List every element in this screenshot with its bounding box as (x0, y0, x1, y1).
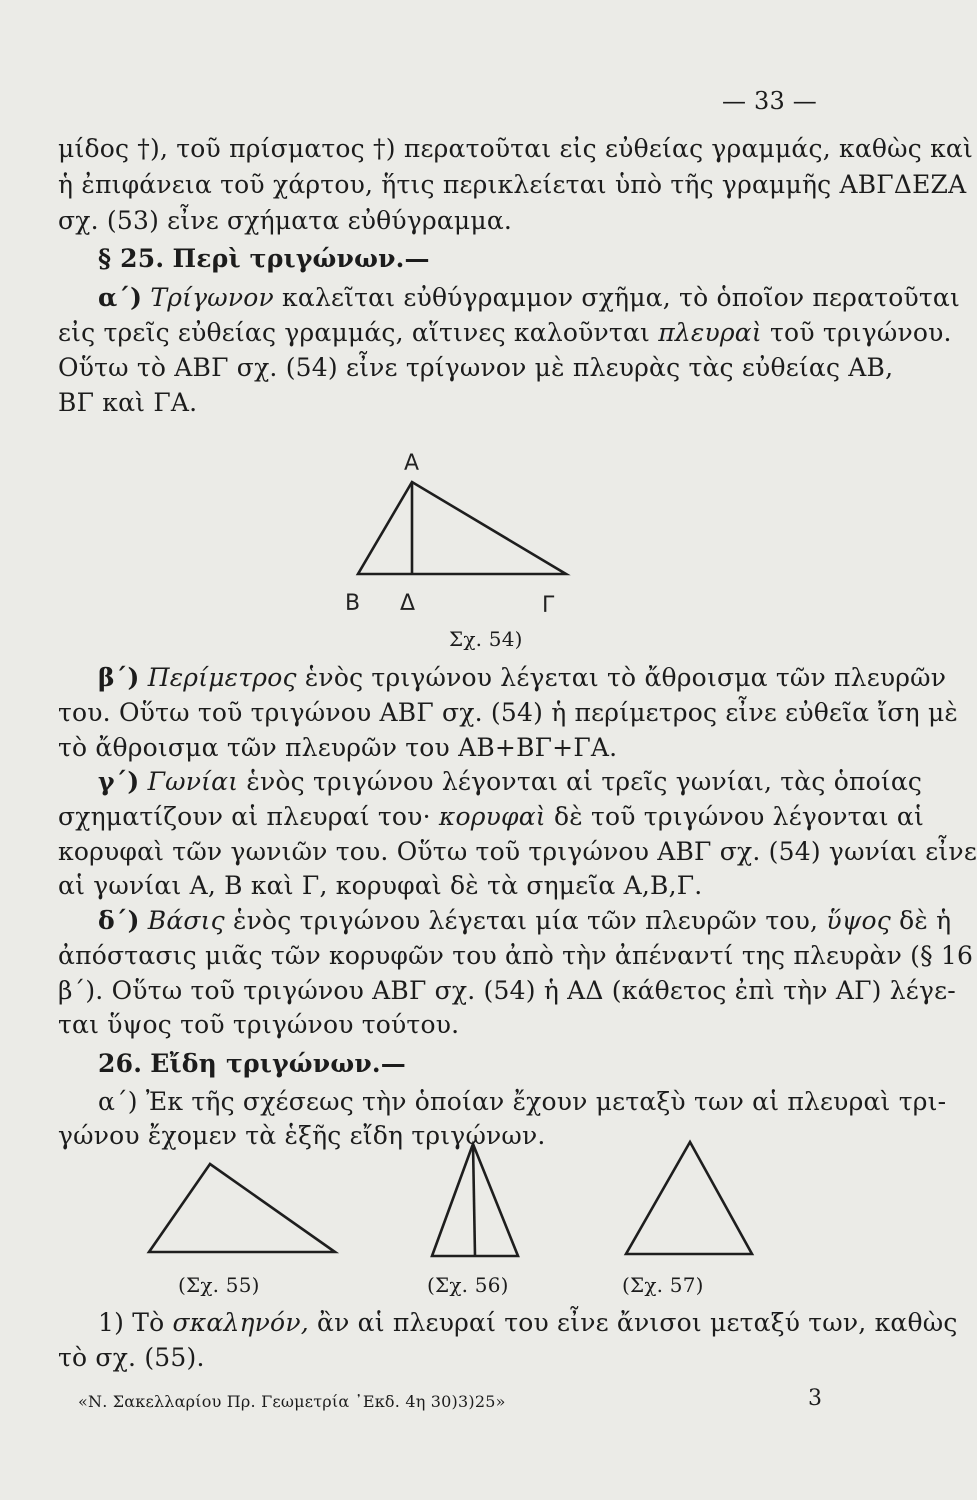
text-line: κορυφαὶ τῶν γωνιῶν του. Οὕτω τοῦ τριγώνου ΑΒΓ σχ. (54) γωνίαι εἶνε (58, 837, 977, 866)
footer-imprint: «Ν. Σακελλαρίου Πρ. Γεωμετρία ᾽Εκδ. 4η 30)3)25» (78, 1392, 506, 1411)
item-marker: δ΄) (98, 906, 140, 935)
section-number: 26. (98, 1049, 143, 1078)
vertex-label-b: Β (345, 591, 361, 616)
defined-term: πλευραὶ (658, 318, 762, 347)
text-line: ται ὕψος τοῦ τριγώνου τούτου. (58, 1010, 460, 1039)
text-line (98, 1308, 958, 1338)
triangle-abg (358, 482, 566, 574)
triangle-fig-57 (626, 1142, 752, 1254)
text-fragment: καλεῖται εὐθύγραμμον σχῆμα, τὸ ὁποῖον περατοῦται (282, 283, 960, 312)
text-line: του. Οὕτω τοῦ τριγώνου ΑΒΓ σχ. (54) ἡ περίμετρος εἶνε εὐθεῖα ἴση μὲ (58, 698, 959, 727)
text-fragment: ἑνὸς τριγώνου λέγεται μία τῶν πλευρῶν του, (233, 906, 819, 935)
text-line: γώνου ἔχομεν τὰ ἑξῆς εἴδη τριγώνων. (58, 1121, 546, 1150)
text-line: Οὕτω τὸ ΑΒΓ σχ. (54) εἶνε τρίγωνον μὲ πλευρὰς τὰς εὐθείας ΑΒ, (58, 353, 894, 382)
text-line: σχ. (53) εἶνε σχήματα εὐθύγραμμα. (58, 206, 513, 235)
text-fragment: δὲ τοῦ τριγώνου λέγονται αἱ (553, 802, 924, 831)
text-fragment: εἰς τρεῖς εὐθείας γραμμάς, αἵτινες καλοῦνται (58, 318, 651, 347)
figure-54 (358, 482, 566, 574)
text-fragment: ἑνὸς τριγώνου λέγονται αἱ τρεῖς γωνίαι, τὰς ὁποίας (246, 767, 923, 796)
text-line: αἱ γωνίαι Α, Β καὶ Γ, κορυφαὶ δὲ τὰ σημεῖα Α,Β,Γ. (58, 871, 703, 900)
text-line: ἡ ἐπιφάνεια τοῦ χάρτου, ἥτις περικλείεται ὑπὸ τῆς γραμμῆς ΑΒΓΔΕΖΑ (58, 170, 967, 199)
triangle-fig-55 (149, 1164, 335, 1252)
text-line: ἀπόστασις μιᾶς τῶν κορυφῶν του ἀπὸ τὴν ἀπέναντί της πλευρὰν (§ 16 (58, 941, 974, 970)
text-line: α΄) Ἐκ τῆς σχέσεως τὴν ὁποίαν ἔχουν μεταξὺ των αἱ πλευραὶ τρι- (98, 1087, 947, 1116)
vertex-label-g: Γ (542, 593, 555, 618)
text-line (98, 767, 922, 797)
item-marker: γ΄) (98, 767, 140, 796)
text-line (98, 663, 946, 693)
section-title: Περὶ τριγώνων.— (172, 244, 430, 273)
figure-caption: (Σχ. 55) (178, 1273, 260, 1297)
text-line: ΒΓ καὶ ΓΑ. (58, 388, 198, 417)
text-fragment: τοῦ τριγώνου. (770, 318, 952, 347)
item-marker: α΄) (98, 283, 143, 312)
signature-mark: 3 (808, 1386, 823, 1411)
text-fragment: 1) Τὸ (98, 1308, 165, 1337)
defined-term: κορυφαὶ (438, 802, 546, 831)
vertex-label-d: Δ (400, 591, 416, 616)
text-fragment: σχηματίζουν αἱ πλευραί του· (58, 802, 431, 831)
defined-term: Τρίγωνον (150, 283, 274, 312)
text-line: τὸ ἄθροισμα τῶν πλευρῶν του ΑΒ+ΒΓ+ΓΑ. (58, 733, 618, 762)
page-number: — 33 — (722, 87, 817, 115)
median-fig-56 (473, 1144, 475, 1256)
text-fragment: ἂν αἱ πλευραί του εἶνε ἄνισοι μεταξύ των, καθὼς (317, 1308, 958, 1337)
section-number: § 25. (98, 244, 165, 273)
text-line: β΄). Οὕτω τοῦ τριγώνου ΑΒΓ σχ. (54) ἡ ΑΔ (κάθετος ἐπὶ τὴν ΑΓ) λέγε- (58, 976, 956, 1005)
text-fragment: δὲ ἡ (899, 906, 952, 935)
text-line: μίδος †), τοῦ πρίσματος †) περατοῦται εἰς εὐθείας γραμμάς, καθὼς καὶ (58, 134, 974, 163)
text-line (98, 906, 951, 936)
defined-term: Περίμετρος (147, 663, 297, 692)
vertex-label-a: Α (404, 451, 420, 476)
defined-term: Γωνίαι (147, 767, 239, 796)
defined-term: Βάσις (147, 906, 225, 935)
section-heading (98, 1049, 406, 1079)
defined-term: σκαληνόν, (172, 1308, 309, 1337)
item-marker: β΄) (98, 663, 140, 692)
text-line: τὸ σχ. (55). (58, 1343, 205, 1372)
text-fragment: ἑνὸς τριγώνου λέγεται τὸ ἄθροισμα τῶν πλευρῶν (304, 663, 947, 692)
figure-caption: (Σχ. 57) (622, 1273, 704, 1297)
section-title: Εἴδη τριγώνων.— (150, 1049, 407, 1078)
figure-caption: Σχ. 54) (449, 627, 523, 651)
defined-term: ὕψος (826, 906, 891, 935)
text-line (58, 802, 924, 832)
figure-caption: (Σχ. 56) (427, 1273, 509, 1297)
